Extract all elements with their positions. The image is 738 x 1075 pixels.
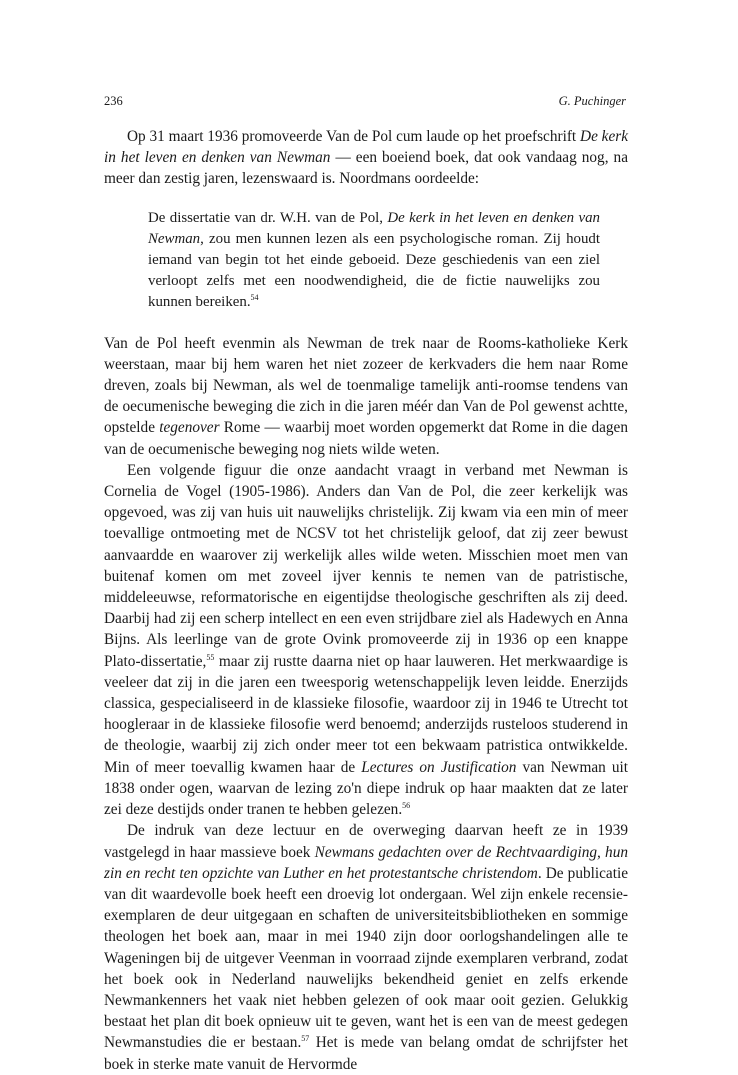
emphasis: tegenover bbox=[159, 419, 220, 437]
text-run: De indruk van deze lectuur en de overweging daarvan heeft ze in 1939 vastgelegd in haar massieve boek bbox=[104, 822, 628, 861]
text-run: Rome — waarbij moet worden opgemerkt dat Rome in die dagen van de oecumenische beweging nog niets wilde weten. bbox=[104, 419, 628, 458]
text-run: Het is mede van belang omdat de schrijfster het boek in sterke mate vanuit de Hervormde bbox=[104, 1034, 628, 1073]
dissertation-title: De kerk in het leven en denken van Newman bbox=[104, 128, 628, 167]
footnote-ref-57: 57 bbox=[301, 1034, 310, 1044]
body-text bbox=[104, 126, 628, 1075]
text-run: — een boeiend boek, dat ook vandaag nog, na meer dan zestig jaren, lezenswaard is. Noordmans oordeelde: bbox=[104, 149, 628, 188]
paragraph-3 bbox=[104, 460, 628, 820]
paragraph-2 bbox=[104, 333, 628, 460]
block-quote bbox=[148, 208, 600, 314]
text-run: De dissertatie van dr. W.H. van de Pol, bbox=[148, 209, 388, 226]
text-run: Een volgende figuur die onze aandacht vraagt in verband met Newman is Cornelia de Vogel (1905-1986). Anders dan Van de Pol, die zeer kerkelijk was opgevoed, was zij van huis uit nauwelijks christelijk. Zij kwam via een min of meer toevallige ontmoeting met de NCSV tot het christelijk geloof, dat zij zeer bewust aanvaardde en waarover zij werkelijk alles wilde weten. Misschien moet men van buitenaf komen om met zoveel ijver kennis te nemen van de patristische, middeleeuwse, reformatorische en eigentijdse theologische geschriften als zij deed. Daarbij had zij een scherp intellect en een even strijdbare ziel als Hadewych en Anna Bijns. Als leerlinge van de grote Ovink promoveerde zij in 1936 op een knappe Plato-dissertatie, bbox=[104, 461, 628, 670]
footnote-ref-55: 55 bbox=[206, 652, 215, 662]
text-run: van Newman uit 1838 onder ogen, waarvan de lezing zo'n diepe indruk op haar maakten dat ze later zei deze destijds onder tranen te hebben gelezen. bbox=[104, 758, 628, 819]
text-run: maar zij rustte daarna niet op haar lauweren. Het merkwaardige is veeleer dat zij in die jaren een tweesporig wetenschappelijk leven leidde. Enerzijds classica, gespecialiseerd in de klassieke filosofie, waardoor zij in 1946 te Utrecht tot hoogleraar in de klassieke filosofie werd benoemd; anderzijds rusteloos studerend in de theologie, waarbij zij zich onder meer tot een bekwaam patristica ontwikkelde. Min of meer toevallig kwamen haar de bbox=[104, 652, 628, 776]
footnote-ref-56: 56 bbox=[402, 801, 411, 811]
text-run: Op 31 maart 1936 promoveerde Van de Pol cum laude op het proefschrift bbox=[127, 128, 581, 145]
text-run: Van de Pol heeft evenmin als Newman de trek naar de Rooms-katholieke Kerk weerstaan, maar bij hem waren het niet zozeer de kerkvaders die hem naar Rome dreven, zoals bij Newman, als wel de toenmalige tamelijk anti-roomse tendens van de oecumenische beweging die zich in die jaren méér dan Van de Pol gewenst achtte, opstelde bbox=[104, 334, 628, 437]
running-head-author: G. Puchinger bbox=[558, 94, 626, 108]
paragraph-4 bbox=[104, 820, 628, 1074]
paragraph-1 bbox=[104, 126, 628, 190]
book-title: Newmans gedachten over de Rechtvaardiging, hun zin en recht ten opzichte van Luther en het protestantsche christendom bbox=[104, 843, 628, 882]
footnote-ref-54: 54 bbox=[250, 293, 259, 303]
running-header bbox=[104, 93, 626, 109]
text-run: , zou men kunnen lezen als een psychologische roman. Zij houdt iemand van begin tot het einde geboeid. Deze geschiedenis van een ziel verloopt zelfs met een noodwendigheid, die de fictie nauwelijks zou kunnen bereiken. bbox=[148, 230, 600, 311]
quote-title: De kerk in het leven en denken van Newman bbox=[148, 209, 601, 247]
lectures-title: Lectures on Justification bbox=[361, 758, 517, 776]
page-number: 236 bbox=[104, 94, 123, 108]
text-run: . De publicatie van dit waardevolle boek heeft een droevig lot ondergaan. Wel zijn enkele recensie-exemplaren de deur uitgegaan en schaften de universiteitsbibliotheken en sommige theologen het boek aan, maar in mei 1940 zijn door oorlogshandelingen alle te Wageningen bij de uitgever Veenman in voorraad zijnde exemplaren verbrand, zodat het boek ook in Nederland nauwelijks bekendheid geniet en zelfs erkende Newmankenners het vaak niet hebben gelezen of ook maar ooit gezien. Gelukkig bestaat het plan dit boek opnieuw uit te geven, want het is een van de meest gedegen Newmanstudies die er bestaan. bbox=[104, 864, 628, 1052]
